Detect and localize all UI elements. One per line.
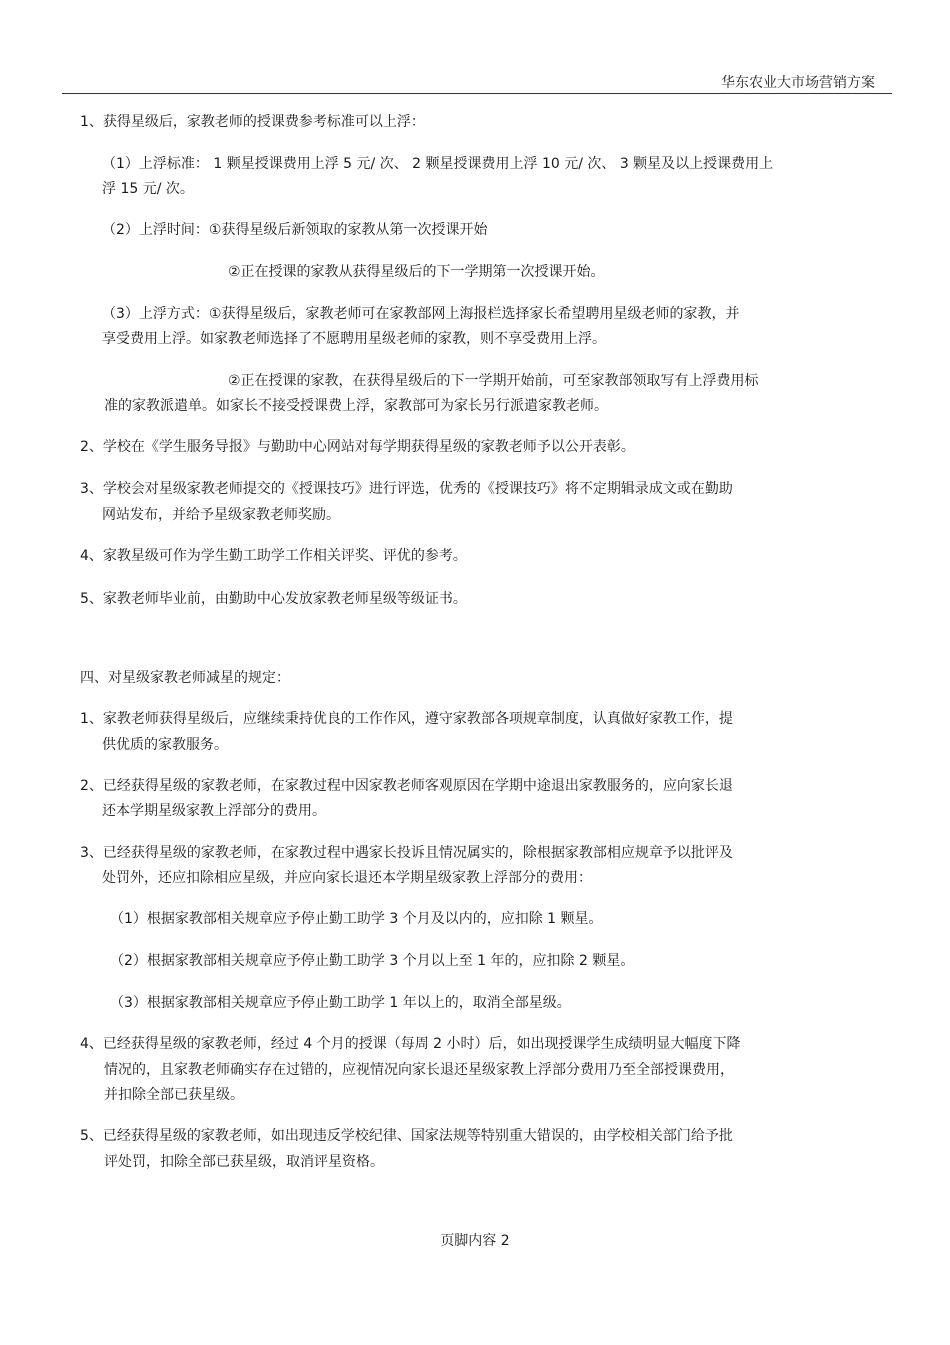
body-line: 1、获得星级后，家教老师的授课费参考标准可以上浮： xyxy=(80,114,425,130)
body-line: （1）根据家教部相关规章应予停止勤工助学 3 个月及以内的，应扣除 1 颗星。 xyxy=(110,911,603,927)
header-title: 华东农业大市场营销方案 xyxy=(721,75,875,91)
body-line: 供优质的家教服务。 xyxy=(102,737,228,753)
body-line: 享受费用上浮。如家教老师选择了不愿聘用星级老师的家教，则不享受费用上浮。 xyxy=(102,331,606,347)
body-line: （1）上浮标准： 1 颗星授课费用上浮 5 元/ 次、 2 颗星授课费用上浮 10 元/ 次、 3 颗星及以上授课费用上 xyxy=(102,156,774,172)
body-line: 浮 15 元/ 次。 xyxy=(102,181,194,197)
body-line: 并扣除全部已获星级。 xyxy=(104,1087,244,1103)
page-footer: 页脚内容 2 xyxy=(440,1233,510,1249)
body-line: 网站发布，并给予星级家教老师奖励。 xyxy=(102,507,340,523)
body-line: 5、已经获得星级的家教老师，如出现违反学校纪律、国家法规等特别重大错误的，由学校相关部门给予批 xyxy=(80,1128,733,1144)
body-line: （2）根据家教部相关规章应予停止勤工助学 3 个月以上至 1 年的，应扣除 2 颗星。 xyxy=(110,953,635,969)
body-line: 处罚外，还应扣除相应星级，并应向家长退还本学期星级家教上浮部分的费用： xyxy=(102,870,592,886)
header-divider xyxy=(62,93,892,94)
body-line: 2、学校在《学生服务导报》与勤助中心网站对每学期获得星级的家教老师予以公开表彰。 xyxy=(80,439,635,455)
body-line: 3、已经获得星级的家教老师，在家教过程中遇家长投诉且情况属实的，除根据家教部相应规章予以批评及 xyxy=(80,845,733,861)
body-line: 4、已经获得星级的家教老师，经过 4 个月的授课（每周 2 小时）后，如出现授课学生成绩明显大幅度下降 xyxy=(80,1036,741,1052)
body-line: （2）上浮时间：①获得星级后新领取的家教从第一次授课开始 xyxy=(102,222,488,238)
body-line: ②正在授课的家教从获得星级后的下一学期第一次授课开始。 xyxy=(228,264,605,280)
body-line: ②正在授课的家教，在获得星级后的下一学期开始前，可至家教部领取写有上浮费用标 xyxy=(228,373,759,389)
body-line: 4、家教星级可作为学生勤工助学工作相关评奖、评优的参考。 xyxy=(80,548,467,564)
body-line: （3）根据家教部相关规章应予停止勤工助学 1 年以上的，取消全部星级。 xyxy=(110,995,571,1011)
body-line: 1、家教老师获得星级后，应继续秉持优良的工作作风，遵守家教部各项规章制度，认真做好家教工作，提 xyxy=(80,711,733,727)
section-heading: 四、对星级家教老师减星的规定： xyxy=(80,670,290,686)
body-line: 还本学期星级家教上浮部分的费用。 xyxy=(102,803,326,819)
body-line: 情况的，且家教老师确实存在过错的，应视情况向家长退还星级家教上浮部分费用乃至全部授课费用， xyxy=(104,1062,734,1078)
body-line: 评处罚，扣除全部已获星级，取消评星资格。 xyxy=(104,1154,384,1170)
body-line: 5、家教老师毕业前，由勤助中心发放家教老师星级等级证书。 xyxy=(80,591,467,607)
body-line: 2、已经获得星级的家教老师，在家教过程中因家教老师客观原因在学期中途退出家教服务的，应向家长退 xyxy=(80,778,733,794)
body-line: （3）上浮方式：①获得星级后，家教老师可在家教部网上海报栏选择家长希望聘用星级老师的家教，并 xyxy=(102,306,740,322)
body-line: 3、学校会对星级家教老师提交的《授课技巧》进行评选，优秀的《授课技巧》将不定期辑录成文或在勤助 xyxy=(80,481,733,497)
body-line: 准的家教派遣单。如家长不接受授课费上浮，家教部可为家长另行派遣家教老师。 xyxy=(104,398,608,414)
